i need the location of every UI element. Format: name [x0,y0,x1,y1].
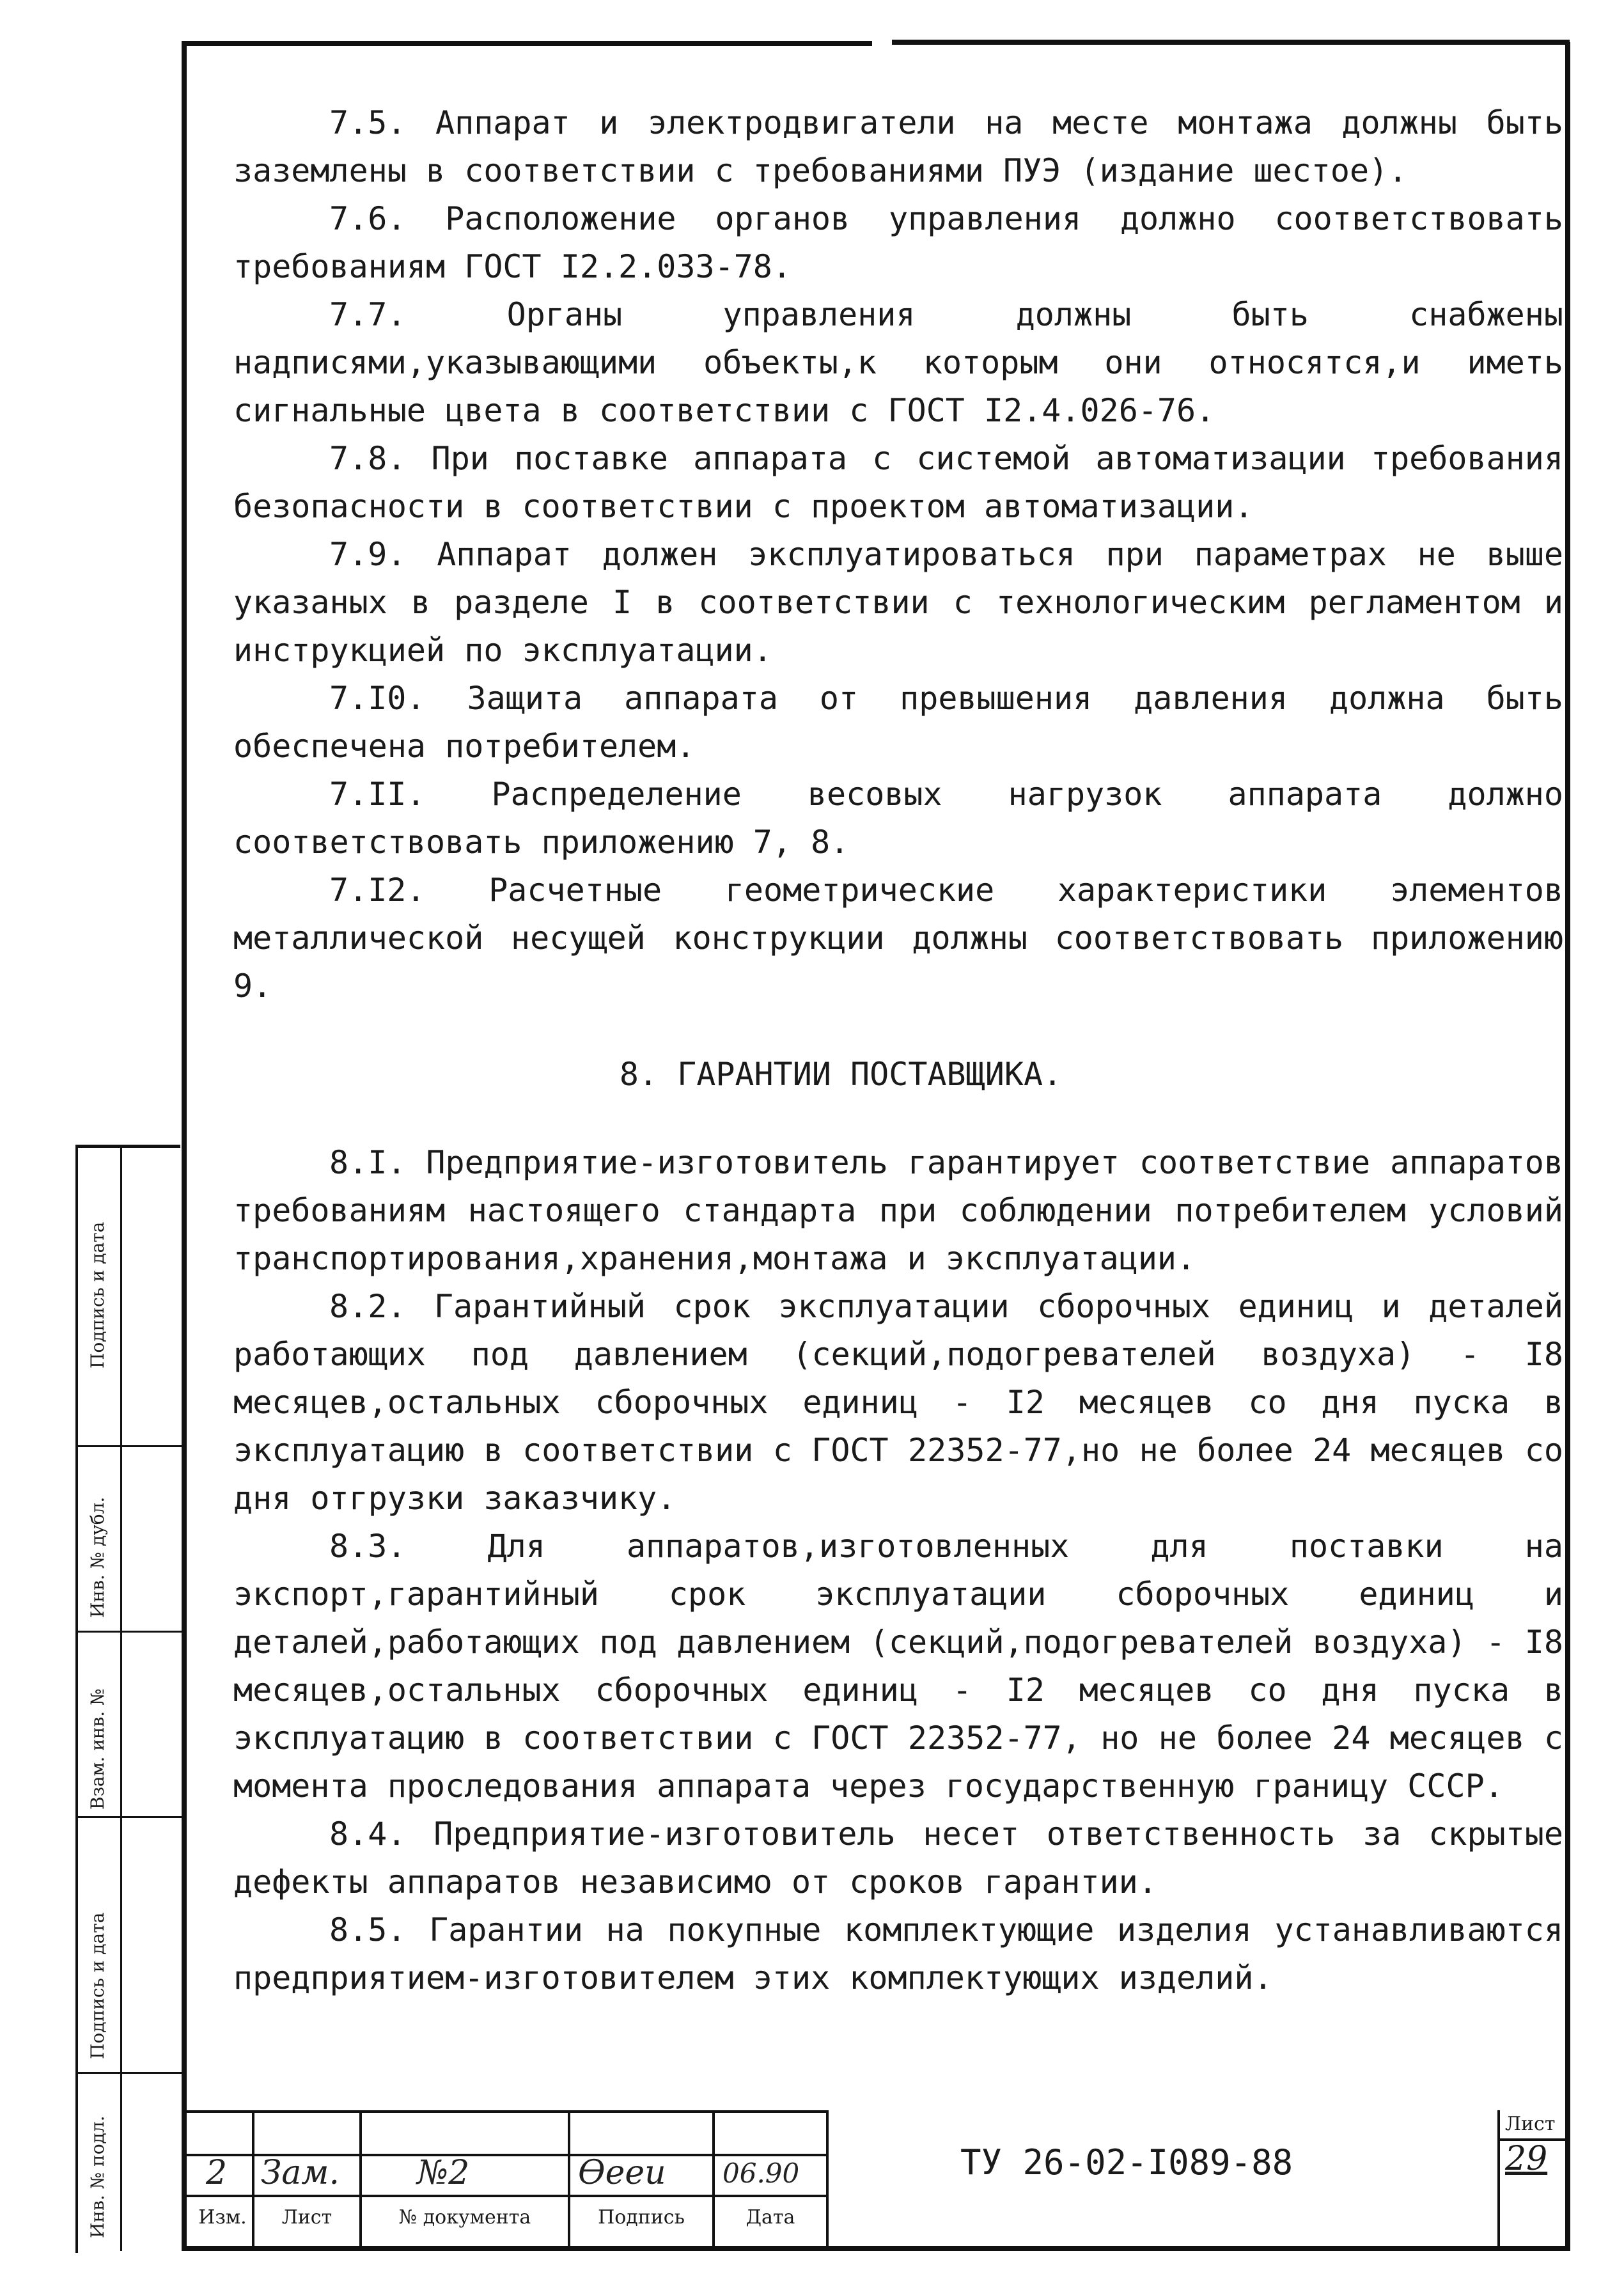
binding-strip [75,1145,182,2251]
paragraph-8-1: 8.I. Предприятие-изготовитель гарантирует соответствие аппаратов требованиям настоящего стандарта при соблюдении потребителем условий транспортирования,хранения,монтажа и эксплуатации. [233,1144,1563,1277]
paragraph-8-3: 8.3. Для аппаратов,изготовленных для поставки на экспорт,гарантийный срок эксплуатации сборочных единиц и деталей,работающих под давлением (секций,подогревателей воздуха) - I8 месяцев,остальных сборочных единиц - I2 месяцев со дня пуска в эксплуатацию в соответствии с ГОСТ 22352-77, но не более 24 месяцев с момента проследования аппарата через государственную границу СССР. [233,1528,1563,1805]
paragraph-7-8: 7.8. При поставке аппарата с системой автоматизации требования безопасности в соответствии с проектом автоматизации. [233,440,1563,525]
caption-izm: Изм. [198,2206,247,2229]
binding-strip-row-line [75,2072,182,2074]
label-podpis-data-bottom: Подпись и дата [87,1912,108,2059]
frame-right [1565,42,1570,2251]
section-heading: 8. ГАРАНТИИ ПОСТАВЩИКА. [619,1056,1063,1093]
document-body [233,99,1563,2002]
paragraph-8-5: 8.5. Гарантии на покупные комплектующие изделия устанавливаются предприятием-изготовителем этих комплектующих изделий. [233,1911,1563,1996]
paragraph-8-2: 8.2. Гарантийный срок эксплуатации сборочных единиц и деталей работающих под давлением (секций,подогревателей воздуха) - I8 месяцев,остальных сборочных единиц - I2 месяцев со дня пуска в эксплуатацию в соответствии с ГОСТ 22352-77,но не более 24 месяцев со дня отгрузки заказчику. [233,1288,1563,1517]
caption-list: Лист [281,2206,332,2229]
title-block-sheet-divider [1497,2110,1500,2246]
label-podpis-data-top: Подпись и дата [87,1221,108,1368]
paragraph-7-11: 7.II. Распределение весовых нагрузок аппарата должно соответствовать приложению 7, 8. [233,776,1563,861]
handwritten-izm: 2 [206,2154,228,2192]
paragraph-7-7: 7.7. Органы управления должны быть снабжены надписями,указывающими объекты,к которым они относятся,и иметь сигнальные цвета в соответствии с ГОСТ I2.4.026-76. [233,296,1563,429]
title-block-row-line [187,2195,826,2197]
document-code: ТУ 26-02-I089-88 [960,2142,1293,2183]
frame-top-left [182,41,872,46]
handwritten-doc-no: №2 [417,2154,470,2192]
frame-bottom [182,2246,1570,2251]
caption-podpis: Подпись [598,2206,685,2229]
binding-strip-row-line [75,1816,182,1818]
binding-strip-divider [120,1145,122,2251]
paragraph-7-10: 7.I0. Защита аппарата от превышения давления должна быть обеспечена потребителем. [233,680,1563,765]
paragraph-7-5: 7.5. Аппарат и электродвигатели на месте монтажа должны быть заземлены в соответствии с требованиями ПУЭ (издание шестое). [233,104,1563,189]
label-vzam-inv: Взам. инв. № [87,1688,108,1810]
paragraph-8-4: 8.4. Предприятие-изготовитель несет ответственность за скрытые дефекты аппаратов независимо от сроков гарантии. [233,1815,1563,1901]
binding-strip-row-line [75,1631,182,1633]
label-inv-podl: Инв. № подл. [87,2115,108,2238]
caption-data: Дата [746,2206,795,2229]
paragraph-7-6: 7.6. Расположение органов управления должно соответствовать требованиям ГОСТ I2.2.033-78. [233,200,1563,285]
title-block [187,2110,1565,2246]
frame-top-right [892,40,1570,45]
title-block-divider [826,2110,829,2246]
binding-strip-row-line [75,1445,182,1447]
title-block-top-line [187,2110,826,2113]
paragraph-7-12: 7.I2. Расчетные геометрические характеристики элементов металлической несущей конструкции должны соответствовать приложению 9. [233,872,1563,1005]
handwritten-list: Зам. [261,2154,340,2192]
sheet-number: 29 [1505,2140,1548,2178]
caption-sheet: Лист [1505,2113,1556,2135]
handwritten-date: 06.90 [722,2158,800,2189]
handwritten-signature: Ѳееи [578,2154,666,2192]
label-inv-dubl: Инв. № дубл. [87,1496,108,1618]
frame-left [182,45,187,2250]
paragraph-7-9: 7.9. Аппарат должен эксплуатироваться при параметрах не выше указаных в разделе I в соответствии с технологическим регламентом и инструкцией по эксплуатации. [233,536,1563,669]
caption-doc-no: № документа [398,2206,531,2229]
